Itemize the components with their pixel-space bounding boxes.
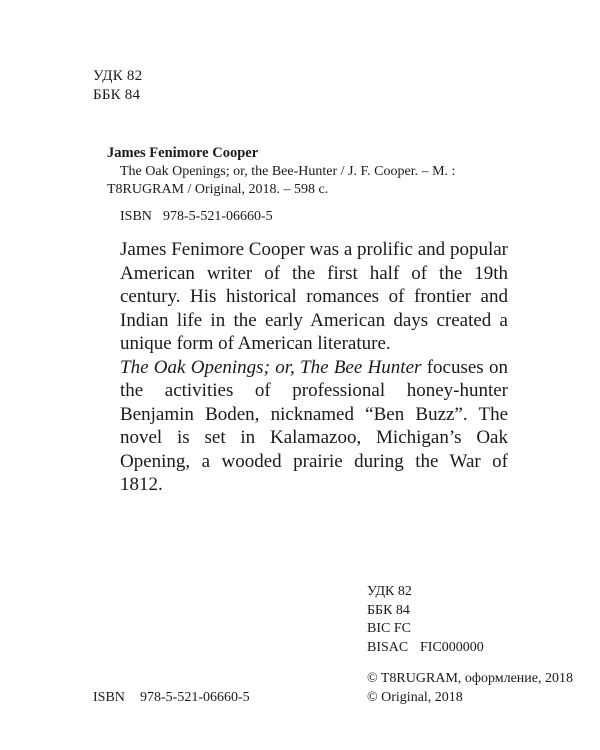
udk-code-top: УДК 82 [93,68,143,84]
book-annotation [120,238,508,497]
copyright-line-2: © Original, 2018 [367,690,463,705]
isbn-top-value: 978-5-521-06660-5 [163,209,273,224]
annotation-paragraph-2-text: focuses on the activities of professional honey-hunter Benjamin Boden, nicknamed “Ben Buzz”. The novel is set in Kalamazoo, Michigan’s Oak Opening, a wooded prairie during the War of 1812. [120,356,508,495]
bisac-value: FIC000000 [420,640,484,656]
copyright-line-1: © T8RUGRAM, оформление, 2018 [367,671,574,686]
annotation-paragraph-1: James Fenimore Cooper was a prolific and popular American writer of the first half of the 19th century. His historical romances of frontier and Indian life in the early American days created a unique form of American literature. [120,239,508,354]
isbn-top-label: ISBN [120,209,152,224]
isbn-top [120,208,273,226]
bbk-code-top: ББК 84 [93,87,141,103]
codes-block [367,583,484,658]
isbn-bottom-value: 978-5-521-06660-5 [140,690,250,705]
isbn-bottom [93,689,250,707]
udk-code-bottom: УДК 82 [367,584,412,599]
annotation-book-title: The Oak Openings; or, The Bee Hunter [120,356,422,378]
author-name: James Fenimore Cooper [107,145,259,161]
annotation-paragraph-2 [120,356,508,497]
isbn-bottom-label: ISBN [93,690,125,705]
bbk-code-bottom: ББК 84 [367,602,410,618]
bisac-label: BISAC [367,640,409,656]
bisac-code [367,639,484,658]
bibliographic-line-1: The Oak Openings; or, the Bee-Hunter / J. F. Cooper. – M. : [120,164,456,179]
bic-code: BIC FC [367,621,411,637]
bibliographic-line-2: T8RUGRAM / Original, 2018. – 598 c. [107,182,329,197]
